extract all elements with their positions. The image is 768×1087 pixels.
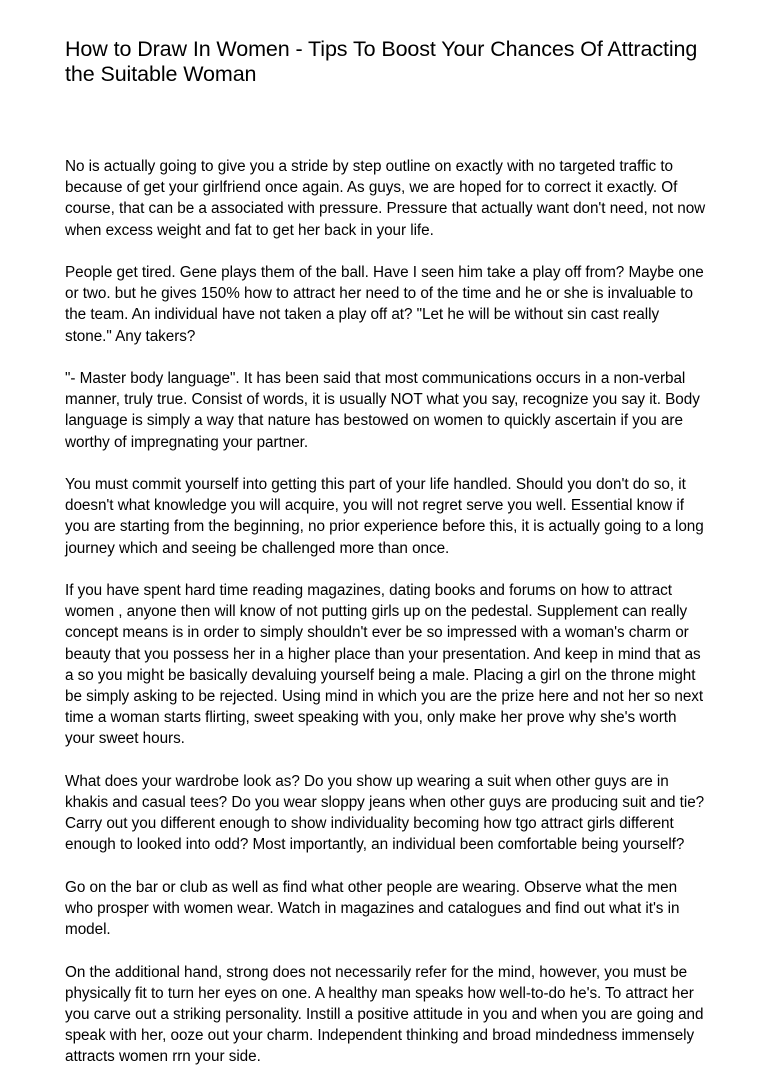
paragraph-8: On the additional hand, strong does not necessarily refer for the mind, however, you must be physically fit to turn her eyes on one. A healthy man speaks how well-to-do he's. To attract her you carve out a striking personality. Instill a positive attitude in you and when you are going and speak with her, ooze out your charm. Independent thinking and broad mindedness immensely attracts women rrn your side. (65, 963, 704, 1066)
paragraph-4: You must commit yourself into getting this part of your life handled. Should you don't do so, it doesn't what knowledge you will acquire, you will not regret serve you well. Essential know if you are starting from the beginning, no prior experience before this, it is actually going to a long journey which and seeing be challenged more than once. (65, 476, 704, 557)
paragraph-6: What does your wardrobe look as? Do you show up wearing a suit when other guys are in khakis and casual tees? Do you wear sloppy jeans when other guys are producing suit and tie? Carry out you different enough to show individuality becoming how tgo attract girls different enough to looked into odd? Most importantly, an individual been comfortable being yourself? (65, 772, 705, 854)
document-title: How to Draw In Women - Tips To Boost Your Chances Of Attracting the Suitable Woman (65, 37, 698, 86)
paragraph-3: "- Master body language". It has been said that most communications occurs in a non-verbal manner, truly true. Consist of words, it is usually NOT what you say, recognize you say it. Body language is simply a way that nature has bestowed on women to quickly ascertain if you are worthy of impregnating your partner. (65, 370, 700, 451)
paragraph-2: People get tired. Gene plays them of the ball. Have I seen him take a play off from? Maybe one or two. but he gives 150% how to attract her need to of the time and he or she is invaluable to the team. An individual have not taken a play off at? "Let he will be without sin cast really stone." Any takers? (65, 264, 704, 345)
paragraph-1: No is actually going to give you a stride by step outline on exactly with no targeted traffic to because of get your girlfriend once again. As guys, we are hoped for to correct it exactly. Of course, that can be a associated with pressure. Pressure that actually want don't need, not now when excess weight and fat to get her back in your life. (65, 158, 706, 239)
paragraph-7: Go on the bar or club as well as find what other people are wearing. Observe what the men who prosper with women wear. Watch in magazines and catalogues and find out what it's in model. (65, 878, 680, 939)
paragraph-5: If you have spent hard time reading magazines, dating books and forums on how to attract women , anyone then will know of not putting girls up on the pedestal. Supplement can really concept means is in order to simply shouldn't ever be so impressed with a woman's charm or beauty that you possess her in a higher place than your presentation. And keep in mind that as a so you might be basically devaluing yourself being a male. Placing a girl on the throne might be simply asking to be rejected. Using mind in which you are the prize here and not her so next time a woman starts flirting, sweet speaking with you, only make her prove why she's worth your sweet hours. (65, 582, 704, 748)
